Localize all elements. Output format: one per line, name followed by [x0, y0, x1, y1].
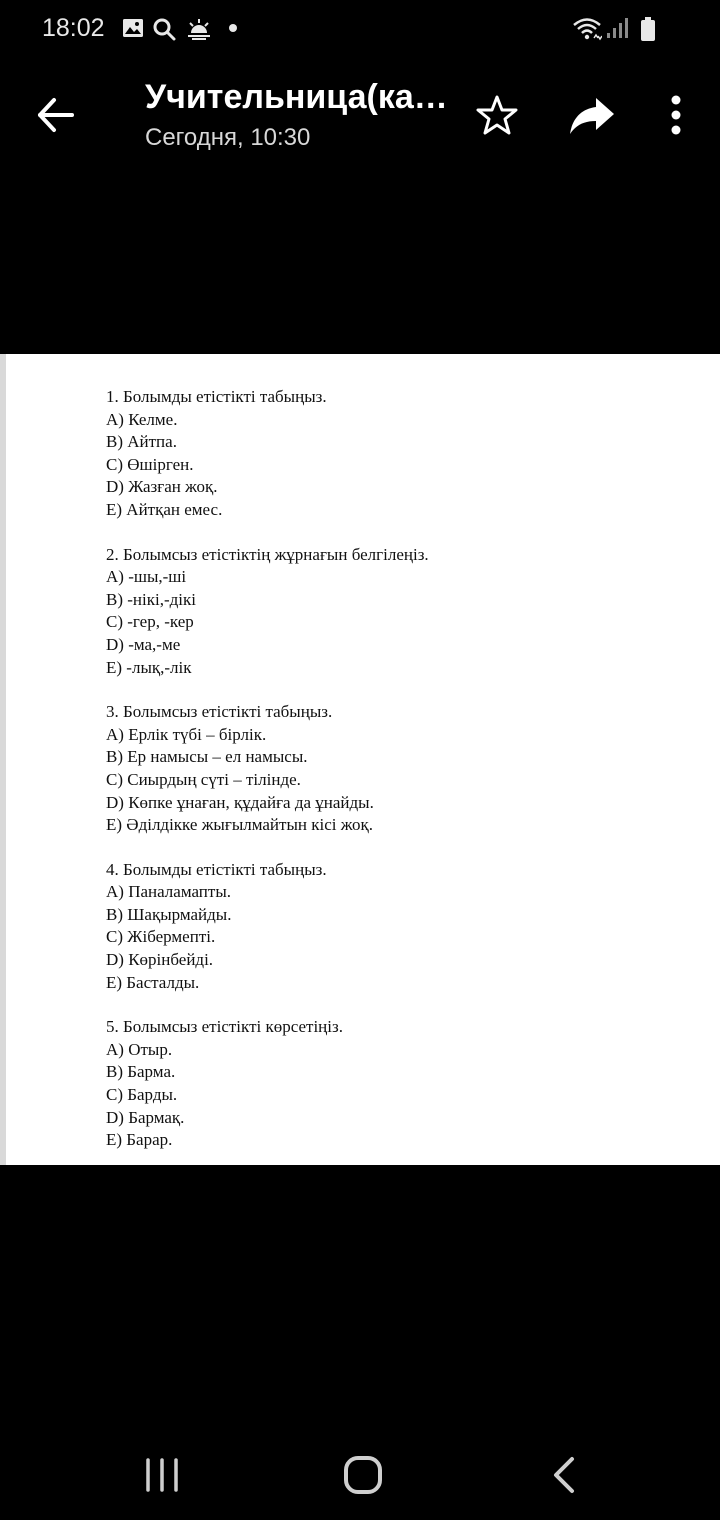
answer-option: E) Барар.: [106, 1130, 173, 1150]
answer-option: B) Айтпа.: [106, 432, 177, 452]
app-bar: [0, 60, 720, 170]
answer-option: D) -ма,-ме: [106, 634, 181, 654]
answer-option: A) Ерлік түбі – бірлік.: [106, 724, 267, 744]
attached-document[interactable]: [0, 354, 720, 1165]
weather-icon: [186, 17, 212, 41]
recent-apps-icon[interactable]: [142, 1456, 182, 1494]
status-time: 18:02: [42, 14, 105, 42]
question-text: 5. Болымсыз етістікті көрсетіңіз.: [106, 1017, 343, 1037]
home-icon[interactable]: [342, 1454, 384, 1496]
question-1: [106, 386, 706, 522]
answer-option: A) Паналамапты.: [106, 882, 231, 902]
question-5: [106, 1016, 706, 1152]
arrow-left-icon: [30, 90, 80, 140]
signal-icon: [606, 16, 630, 40]
answer-option: A) Келме.: [106, 409, 178, 429]
answer-option: C) Жібермепті.: [106, 927, 216, 947]
navigation-bar: [0, 1430, 720, 1520]
more-options-button[interactable]: [660, 90, 692, 140]
star-button[interactable]: [474, 92, 520, 138]
question-3: [106, 701, 706, 837]
share-arrow-icon: [568, 94, 616, 138]
answer-option: C) Өшірген.: [106, 454, 194, 474]
question-text: 2. Болымсыз етістіктің жұрнағын белгілеңіз.: [106, 544, 429, 564]
answer-option: D) Жазған жоқ.: [106, 477, 218, 497]
star-icon: [474, 92, 520, 138]
answer-option: B) Барма.: [106, 1062, 176, 1082]
wifi-icon: [572, 16, 602, 42]
status-icons-right: [572, 16, 682, 44]
back-icon[interactable]: [550, 1456, 580, 1494]
share-button[interactable]: [568, 94, 616, 138]
answer-option: A) Отыр.: [106, 1039, 173, 1059]
answer-option: E) Басталды.: [106, 972, 200, 992]
document-content: [106, 386, 706, 1174]
question-text: 4. Болымды етістікті табыңыз.: [106, 859, 327, 879]
battery-icon: [640, 16, 656, 42]
conversation-title: Учительница(ка…: [145, 78, 448, 116]
answer-option: D) Көрінбейді.: [106, 950, 214, 970]
answer-option: C) -гер, -кер: [106, 612, 194, 632]
dot-icon: [228, 23, 238, 33]
search-icon: [152, 17, 176, 41]
question-2: [106, 544, 706, 680]
status-bar: [0, 0, 720, 60]
answer-option: B) Шақырмайды.: [106, 904, 232, 924]
answer-option: A) -шы,-ші: [106, 567, 187, 587]
question-text: 3. Болымсыз етістікті табыңыз.: [106, 702, 333, 722]
message-date: Сегодня, 10:30: [145, 124, 311, 151]
answer-option: D) Бармақ.: [106, 1107, 185, 1127]
answer-option: D) Көпке ұнаған, құдайға да ұнайды.: [106, 792, 374, 812]
answer-option: B) -нікі,-дікі: [106, 589, 196, 609]
more-vert-icon: [660, 90, 692, 140]
back-button[interactable]: [30, 90, 80, 140]
question-4: [106, 859, 706, 995]
answer-option: C) Барды.: [106, 1085, 178, 1105]
answer-option: E) Әділдікке жығылмайтын кісі жоқ.: [106, 815, 374, 835]
answer-option: B) Ер намысы – ел намысы.: [106, 747, 308, 767]
image-icon: [122, 17, 144, 39]
question-text: 1. Болымды етістікті табыңыз.: [106, 387, 327, 406]
answer-option: C) Сиырдың сүті – тілінде.: [106, 769, 301, 789]
answer-option: E) -лық,-лік: [106, 657, 192, 677]
answer-option: E) Айтқан емес.: [106, 499, 223, 519]
